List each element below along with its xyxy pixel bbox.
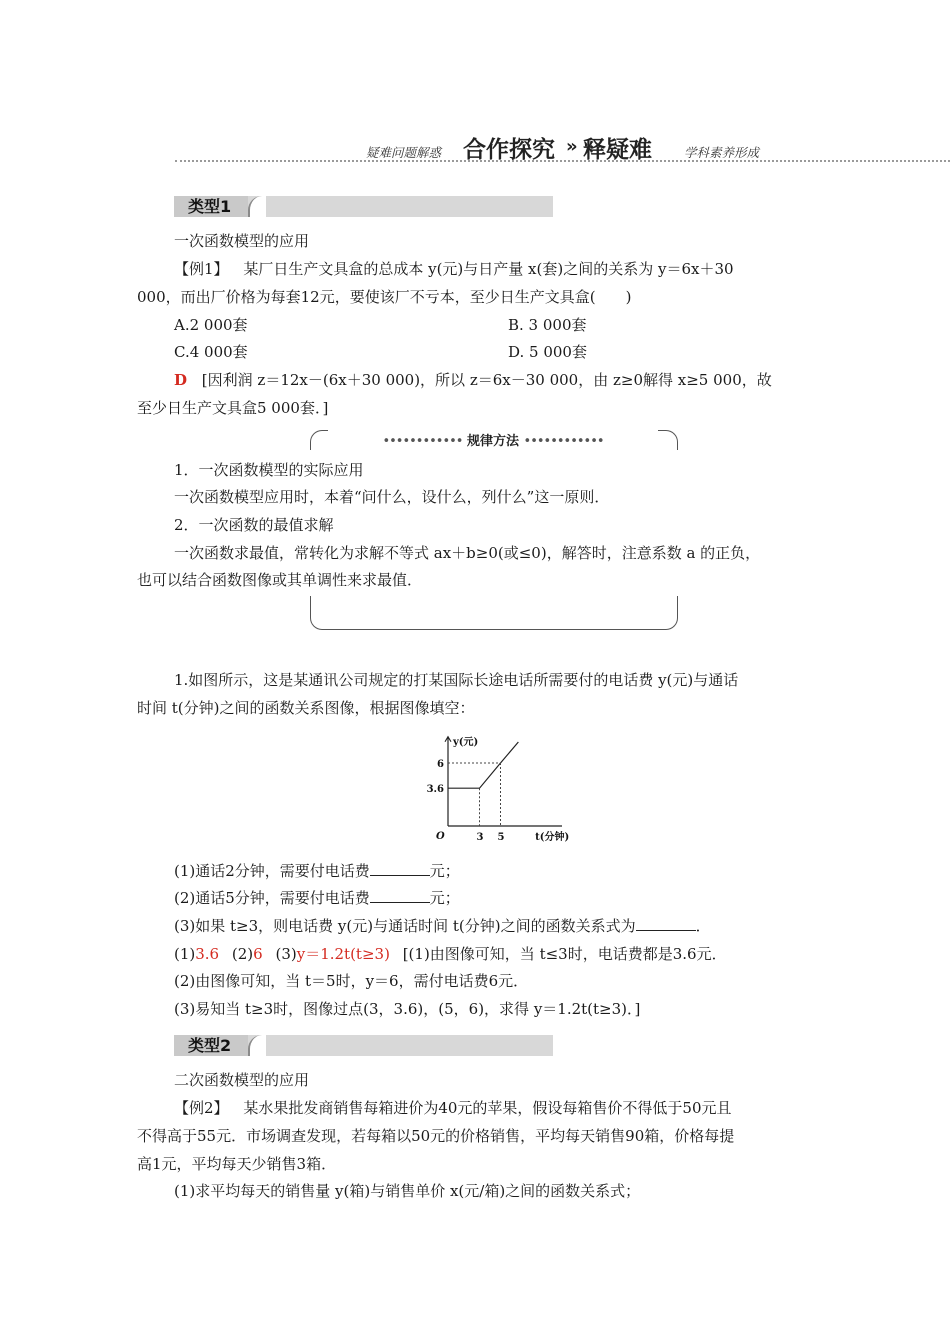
y-tick-label: 6 (437, 759, 444, 770)
answer1-line2: 至少日生产文具盒5 000套．] (137, 399, 329, 417)
example1-line2: 000，而出厂价格为每套12元，要使该厂不亏本，至少日生产文具盒( ) (137, 288, 632, 306)
method-box-title: •••••••••••• 规律方法 •••••••••••• (328, 430, 658, 449)
question3-blank (636, 918, 696, 931)
exercise1-line2: 时间 t(分钟)之间的函数关系图像，根据图像填空： (137, 699, 475, 717)
origin-label: O (436, 831, 445, 842)
answer-ex1-line3: (3)易知当 t≥3时，图像过点(3，3.6)，(5，6)，求得 y＝1.2t(t≥3)．] (174, 1000, 641, 1018)
question2-blank (370, 890, 430, 903)
ans-p1: (1) (174, 945, 196, 963)
example1-label: 【例1】 (174, 260, 229, 278)
method-line-4: 一次函数求最值，常转化为求解不等式 ax＋b≥0(或≤0)，解答时，注意系数 a 的正负， (174, 544, 761, 562)
question3 (174, 915, 711, 936)
method-line-2: 一次函数模型应用时，本着“问什么，设什么，列什么”这一原则． (174, 488, 610, 506)
banner-left-text: 疑难问题解惑 (366, 145, 442, 160)
answer1-text1: [因利润 z＝12x－(6x＋30 000)，所以 z＝6x－30 000，由 z≥0解得 x≥5 000，故 (201, 371, 772, 389)
banner-right-text: 学科素养形成 (684, 145, 760, 160)
ans-p2: (2) (231, 945, 254, 963)
type1-header (174, 196, 553, 217)
example2-line2: 不得高于55元．市场调查发现，若每箱以50元的价格销售，平均每天销售90箱，价格每提 (137, 1127, 735, 1145)
x-axis-label: t(分钟) (535, 832, 570, 843)
option-c: C.4 000套 (174, 343, 248, 361)
example2-text1: 某水果批发商销售每箱进价为40元的苹果，假设每箱售价不得低于50元且 (243, 1099, 732, 1117)
fee-line (448, 742, 518, 788)
answer-ex1-line1 (174, 943, 727, 964)
option-a: A.2 000套 (174, 316, 248, 334)
answer1-letter: D (174, 371, 188, 389)
option-d: D. 5 000套 (508, 343, 587, 361)
question2 (174, 887, 460, 908)
question1-blank (370, 863, 430, 876)
example2-line3: 高1元，平均每天少销售3箱． (137, 1155, 337, 1173)
banner-arrow-icon: » (566, 136, 578, 157)
question2-text: (2)通话5分钟，需要付电话费 (174, 889, 370, 907)
ans-value-2: 6 (253, 945, 263, 963)
example2-line1 (174, 1097, 732, 1118)
answer1-line1 (174, 369, 772, 390)
question1-text: (1)通话2分钟，需要付电话费 (174, 862, 370, 880)
option-b: B. 3 000套 (508, 316, 587, 334)
question2-end: 元； (429, 889, 460, 907)
y-tick-label: 3.6 (426, 784, 444, 796)
method-line-3: 2．一次函数的最值求解 (174, 516, 334, 534)
ans-rest: [(1)由图像可知，当 t≤3时，电话费都是3.6元． (402, 945, 727, 963)
type1-subtitle: 一次函数模型的应用 (174, 232, 310, 250)
example2-label: 【例2】 (174, 1099, 229, 1117)
banner-title-a: 合作探究 (463, 137, 555, 163)
type1-notch (248, 196, 266, 217)
example1-line1 (174, 258, 734, 279)
method-title-text: 规律方法 (466, 434, 519, 449)
type2-tag: 类型2 (174, 1035, 248, 1056)
method-box-bottom (310, 596, 678, 630)
phone-fee-chart (410, 724, 580, 849)
type2-notch (248, 1035, 266, 1056)
banner-title-b: 释疑难 (583, 137, 652, 163)
ans-value-1: 3.6 (195, 945, 220, 963)
x-tick-label: 5 (497, 832, 505, 843)
example2-line4: (1)求平均每天的销售量 y(箱)与销售单价 x(元/箱)之间的函数关系式； (174, 1182, 641, 1200)
example1-text1: 某厂日生产文具盒的总成本 y(元)与日产量 x(套)之间的关系为 y＝6x＋30 (243, 260, 734, 278)
method-line-1: 1．一次函数模型的实际应用 (174, 461, 364, 479)
y-axis-label: y(元) (453, 736, 479, 748)
x-tick-label: 3 (476, 832, 484, 843)
question3-end: ． (695, 917, 711, 935)
banner-divider (175, 160, 950, 162)
question1-end: 元； (429, 862, 460, 880)
answer-ex1-line2: (2)由图像可知，当 t＝5时，y＝6，需付电话费6元． (174, 972, 529, 990)
question3-text: (3)如果 t≥3，则电话费 y(元)与通话时间 t(分钟)之间的函数关系式为 (174, 917, 636, 935)
question1 (174, 860, 460, 881)
ans-value-3: y＝1.2t(t≥3) (296, 945, 390, 963)
method-line-5: 也可以结合函数图像或其单调性来求最值． (137, 571, 423, 589)
type2-subtitle: 二次函数模型的应用 (174, 1071, 310, 1089)
type1-tag: 类型1 (174, 196, 248, 217)
type2-header (174, 1035, 553, 1056)
ans-p3: (3) (275, 945, 297, 963)
exercise1-line1: 1.如图所示，这是某通讯公司规定的打某国际长途电话所需要付的电话费 y(元)与通话 (174, 671, 739, 689)
